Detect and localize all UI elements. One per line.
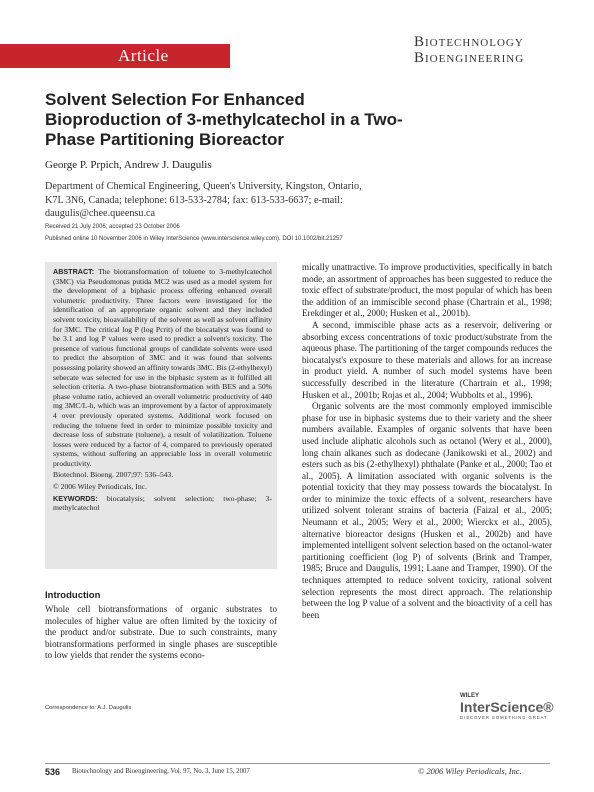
footer-divider: [45, 763, 550, 764]
keywords-label: KEYWORDS:: [53, 493, 98, 503]
journal-logo-line1: Biotechnology: [414, 34, 524, 50]
publisher-logo: [460, 693, 580, 720]
body-paragraph: Organic solvents are the most commonly employed immiscible phase for use in biphasic systems due to their variety and the sheer numbers available. Examples of organic solvents that have been used include aliphatic alcohols such as octanol (Wery et al., 2000), long chain alkanes such as dodecane (Janikowski et al., 2002) and esters such as bis (2-ethylhexyl) phthalate (Panke et al., 2000; Tao et al., 2005). A limitation associated with organic solvents is the potential toxicity that they may possess towards the biocatalyst. In order to minimize the toxic effects of a solvent, researchers have utilized solvent tolerant strains of bacteria (Faizal et al., 2005; Neumann et al., 2005; Wery et al., 2000; Wierckx et al., 2005), alternative bioreactor designs (Husken et al., 2002b) and have implemented intelligent solvent selection based on the octanol-water partitioning coefficient (log P) of solvents (Brink and Tramper, 1985; Bruce and Daugulis, 1991; Laane and Tramper, 1990). Of the techniques attempted to reduce solvent toxicity, rational solvent selection represents the most direct approach. The relationship between the log P value of a solvent and the bioactivity of a cell has been: [302, 401, 552, 620]
journal-logo-line2: Bioengineering: [414, 50, 525, 66]
article-title: Solvent Selection For Enhanced Bioproduction of 3-methylcatechol in a Two-Phase Partitioning Bioreactor: [45, 90, 403, 149]
abstract-section: [53, 267, 272, 515]
publication-info: Published online 10 November 2006 in Wiley InterScience (www.interscience.wiley.com). DOI 10.1002/bit.21257: [45, 236, 343, 242]
received-accepted-dates: Received 21 July 2006; accepted 23 October 2006: [45, 224, 180, 230]
footer-copyright: © 2006 Wiley Periodicals, Inc.: [418, 767, 522, 776]
abstract-label: ABSTRACT:: [53, 267, 95, 276]
abstract-copyright: © 2006 Wiley Periodicals, Inc.: [53, 482, 147, 492]
footer-citation: Biotechnology and Bioengineering, Vol. 97, No. 3, June 15, 2007: [72, 768, 250, 775]
interscience-wordmark: InterScience®: [460, 699, 554, 715]
body-paragraph: A second, immiscible phase acts as a reservoir, delivering or absorbing excess concentrations of toxic product/substrate from the aqueous phase. The partitioning of the target compounds reduces the biocatalyst's exposure to these materials and allows for an increase in product yield. A number of such model systems have been successfully described in the literature (Chartrain et al., 1998; Husken et al., 2001b; Rojas et al., 2004; Wubbolts et al., 1996).: [302, 319, 552, 400]
abstract-paragraph: [53, 267, 272, 468]
keywords-text: biocatalysis; solvent selection; two-phase; 3-methylcatechol: [53, 493, 272, 513]
body-paragraph: mically unattractive. To improve productivities, specifically in batch mode, an assortment of approaches has been suggested to reduce the toxic effect of substrate/product, the most popular of which has been the addition of an immiscible second phase (Chartrain et al., 1998; Erekdinger et al., 2000; Husken et al., 2001b).: [302, 262, 552, 319]
introduction-heading: Introduction: [45, 590, 101, 601]
wiley-wordmark: WILEY: [460, 693, 479, 699]
abstract-text: The biotransformation of toluene to 3-methylcatechol (3MC) via Pseudomonas putida MC2 was used as a model system for the development of a biphasic process offering enhanced overall volumetric productivity. Three factors were investigated for the identification of an appropriate organic solvent and they included solvent toxicity, bioavailability of the solvent as well as solvent affinity for 3MC. The critical log P (log Pcrit) of the biocatalyst was found to be 3.1 and log P values were used to predict a solvent's toxicity. The presence of various functional groups of candidate solvents were used to predict the absorption of 3MC and it was found that solvents possessing polarity showed an affinity towards 3MC. Bis (2-ethylhexyl) sebecate was selected for use in the biphasic system as it fulfilled all selection criteria. A two-phase biotransformation with BES and a 50% phase volume ratio, achieved an overall volumetric productivity of 440 mg 3MC/L-h, which was an improvement by a factor of approximately 4 over previously operated systems. Additional work focused on reducing the toluene feed in order to minimize possible toxicity and decrease loss of substrate (toluene), a result of volatilization. Toluene losses were reduced by a factor of 4, compared to previously operated systems, without suffering an appreciable loss in overall volumetric productivity.: [53, 267, 272, 468]
right-column: [302, 262, 552, 621]
page-number: 536: [45, 767, 61, 777]
author-affiliation: Department of Chemical Engineering, Queen's University, Kingston, Ontario, K7L 3N6, Canada; telephone: 613-533-2784; fax: 613-533-6637; e-mail: daugulis@chee.queensu.ca: [45, 181, 362, 219]
section-label: Article: [118, 46, 169, 65]
keywords-paragraph: [53, 494, 272, 513]
author-list: George P. Prpich, Andrew J. Daugulis: [45, 159, 212, 171]
introduction-paragraph: Whole cell biotransformations of organic substrates to molecules of higher value are often limited by the toxicity of the product and/or substrate. Due to such constraints, many biotransformations performed in single phases are susceptible to low yields that render the systems econo-: [45, 604, 277, 661]
abstract-citation: Biotechnol. Bioeng. 2007;97: 536–543.: [53, 470, 174, 480]
publisher-tagline: DISCOVER SOMETHING GREAT: [460, 715, 548, 720]
article-banner: [0, 44, 230, 68]
journal-logo: [414, 34, 574, 66]
correspondence-note: Correspondence to: A.J. Daugulis: [45, 705, 132, 711]
